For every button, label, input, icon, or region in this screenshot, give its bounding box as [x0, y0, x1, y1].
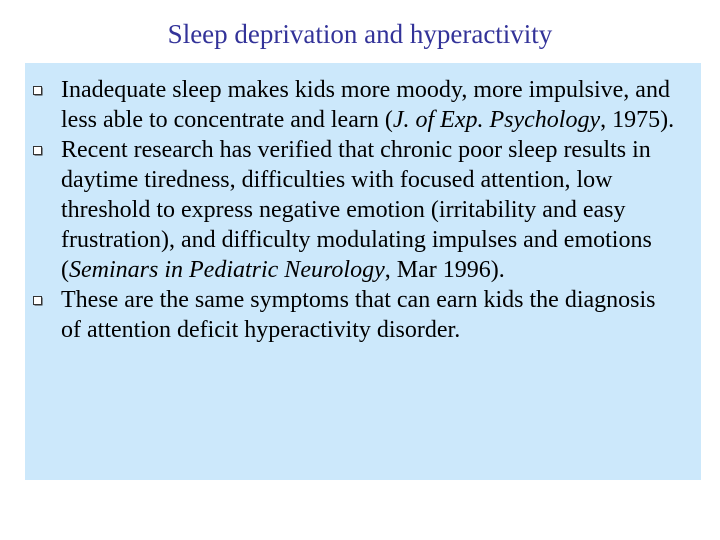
bullet-text-segment: Inadequate sleep makes kids more moody, more impulsive, and less able to concentrate and learn ( — [61, 77, 670, 133]
bullet-item — [33, 285, 681, 345]
bullet-item — [33, 75, 681, 135]
bullet-text-segment: , 1975). — [600, 107, 675, 133]
bullet-text-segment: , Mar 1996). — [384, 257, 505, 283]
hollow-square-bullet-icon — [33, 86, 43, 96]
citation-journal: J. of Exp. Psychology — [392, 107, 601, 133]
slide-title: Sleep deprivation and hyperactivity — [167, 19, 553, 49]
bullet-list — [33, 75, 681, 345]
bullet-item — [33, 135, 681, 285]
bullet-text-segment: These are the same symptoms that can earn kids the diagnosis of attention deficit hyperactivity disorder. — [61, 287, 656, 343]
hollow-square-bullet-icon — [33, 146, 43, 156]
hollow-square-bullet-icon — [33, 296, 43, 306]
citation-journal: Seminars in Pediatric Neurology — [69, 257, 385, 283]
bullet-text-segment: Recent research has verified that chronic poor sleep results in daytime tiredness, difficulties with focused attention, low threshold to express negative emotion (irritability and easy frustration), and difficulty modulating impulses and emotions ( — [61, 137, 652, 283]
